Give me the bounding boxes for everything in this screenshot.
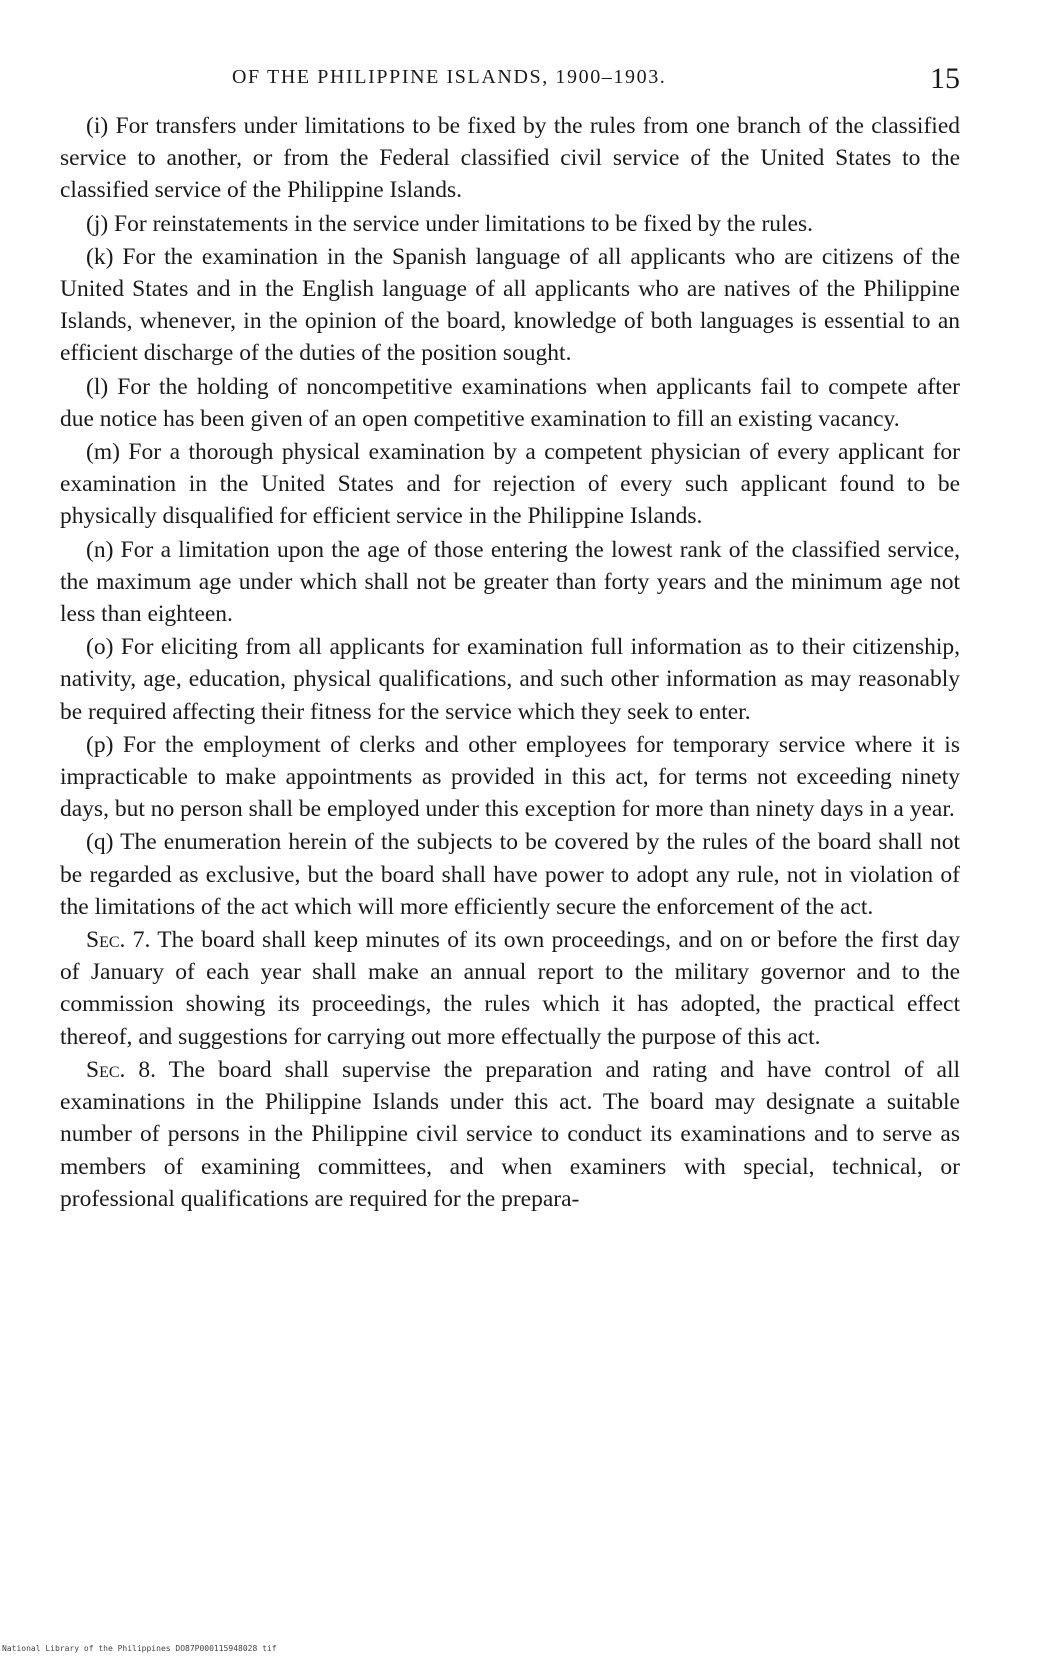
paragraph-text: (i) For transfers under limitations to be fixed by the rules from one branch of the classified service to another, or from the Federal classified civil service of the United States to the classified service of the Philippine Islands. — [60, 113, 960, 204]
running-head-title: OF THE PHILIPPINE ISLANDS, 1900–1903. — [232, 66, 667, 88]
paragraph-n — [60, 534, 960, 631]
paragraph-text: (q) The enumeration herein of the subjects to be covered by the rules of the board shall not be regarded as exclusive, but the board shall have power to adopt any rule, not in violation of the limitations of the act which will more efficiently secure the enforcement of the act. — [60, 829, 960, 920]
running-head — [60, 62, 960, 98]
paragraph-k — [60, 241, 960, 370]
scan-footer: National Library of the Philippines DO87P000115948028 tif — [2, 1644, 277, 1653]
paragraph-o — [60, 631, 960, 728]
paragraph-q — [60, 826, 960, 923]
paragraph-text: (l) For the holding of noncompetitive examinations when applicants fail to compete after due notice has been given of an open competitive examination to fill an existing vacancy. — [60, 373, 960, 432]
paragraph-text: (m) For a thorough physical examination by a competent physician of every applicant for examination in the United States and for rejection of every such applicant found to be physically disqualified for efficient service in the Philippine Islands. — [60, 439, 960, 530]
paragraph-p — [60, 729, 960, 826]
paragraph-m — [60, 436, 960, 533]
paragraph-text: (o) For eliciting from all applicants for examination full information as to their citizenship, nativity, age, education, physical qualifications, and such other information as may reasonably be required affecting their fitness for the service which they seek to enter. — [60, 634, 960, 725]
paragraph-text: The board shall keep minutes of its own proceedings, and on or before the first day of January of each year shall make an annual report to the military governor and to the commission showing its proceedings, the rules which it has adopted, the practical effect thereof, and suggestions for carrying out more effectually the purpose of this act. — [60, 927, 960, 1050]
section-7-label: Sec. 7. — [86, 927, 151, 954]
paragraph-text: (k) For the examination in the Spanish language of all applicants who are citizens of the United States and in the English language of all applicants who are natives of the Philippine Islands, whenever, in the opinion of the board, knowledge of both languages is essential to an efficient discharge of the duties of the position sought. — [60, 243, 960, 367]
body-text — [60, 110, 960, 1216]
paragraph-l — [60, 371, 960, 435]
page-number: 15 — [930, 62, 960, 95]
section-8-paragraph — [60, 1054, 960, 1215]
section-7-paragraph — [60, 924, 960, 1053]
paragraph-j — [60, 208, 960, 240]
paragraph-text: (n) For a limitation upon the age of those entering the lowest rank of the classified service, the maximum age under which shall not be greater than forty years and the minimum age not less than eighteen. — [60, 536, 960, 628]
paragraph-text: (p) For the employment of clerks and other employees for temporary service where it is impracticable to make appointments as provided in this act, for terms not exceeding ninety days, but no person shall be employed under this exception for more than ninety days in a year. — [60, 731, 960, 823]
paragraph-text: (j) For reinstatements in the service under limitations to be fixed by the rules. — [86, 210, 814, 237]
paragraph-text: The board shall supervise the preparation and rating and have control of all examinations in the Philippine Islands under this act. The board may designate a suitable number of persons in the Philippine civil service to conduct its examinations and to serve as members of examining committees, and when examiners with special, technical, or professional qualifications are required for the prepara- — [60, 1056, 961, 1212]
paragraph-i — [60, 110, 960, 207]
section-8-label: Sec. 8. — [86, 1056, 157, 1083]
